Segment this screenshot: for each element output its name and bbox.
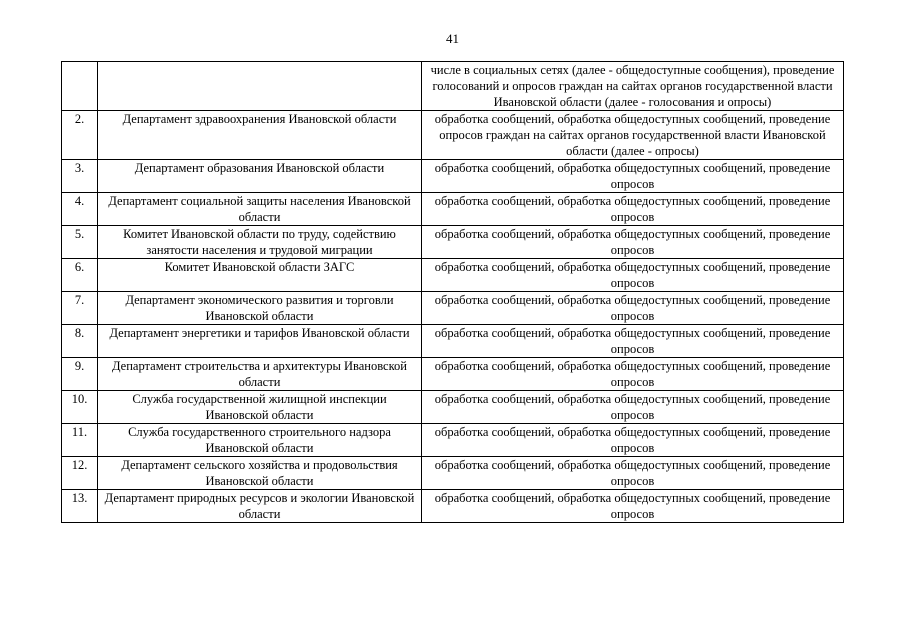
activity-cell: обработка сообщений, обработка общедоступных сообщений, проведение опросов [422, 160, 844, 193]
activity-cell: обработка сообщений, обработка общедоступных сообщений, проведение опросов [422, 193, 844, 226]
activity-cell: обработка сообщений, обработка общедоступных сообщений, проведение опросов [422, 424, 844, 457]
row-number-cell: 3. [62, 160, 98, 193]
organization-cell: Комитет Ивановской области ЗАГС [98, 259, 422, 292]
row-number-cell: 11. [62, 424, 98, 457]
organization-cell: Служба государственной жилищной инспекции Ивановской области [98, 391, 422, 424]
row-number-cell: 13. [62, 490, 98, 523]
row-number-cell: 10. [62, 391, 98, 424]
organization-cell: Служба государственного строительного надзора Ивановской области [98, 424, 422, 457]
agencies-table [61, 61, 844, 523]
activity-cell: обработка сообщений, обработка общедоступных сообщений, проведение опросов [422, 391, 844, 424]
row-number-cell [62, 62, 98, 111]
table-row [62, 457, 844, 490]
activity-cell: обработка сообщений, обработка общедоступных сообщений, проведение опросов граждан на сайтах органов государственной власти Ивановской области (далее - опросы) [422, 111, 844, 160]
organization-cell: Департамент экономического развития и торговли Ивановской области [98, 292, 422, 325]
activity-cell: числе в социальных сетях (далее - общедоступные сообщения), проведение голосований и опросов граждан на сайтах органов государственной власти Ивановской области (далее - голосования и опросы) [422, 62, 844, 111]
table-row [62, 193, 844, 226]
table-row [62, 62, 844, 111]
organization-cell: Департамент социальной защиты населения Ивановской области [98, 193, 422, 226]
row-number-cell: 12. [62, 457, 98, 490]
table-row [62, 490, 844, 523]
table-row [62, 259, 844, 292]
activity-cell: обработка сообщений, обработка общедоступных сообщений, проведение опросов [422, 490, 844, 523]
table-row [62, 358, 844, 391]
row-number-cell: 7. [62, 292, 98, 325]
activity-cell: обработка сообщений, обработка общедоступных сообщений, проведение опросов [422, 226, 844, 259]
table-row [62, 292, 844, 325]
organization-cell: Департамент образования Ивановской области [98, 160, 422, 193]
table-row [62, 111, 844, 160]
activity-cell: обработка сообщений, обработка общедоступных сообщений, проведение опросов [422, 457, 844, 490]
page-number: 41 [446, 31, 459, 46]
row-number-cell: 9. [62, 358, 98, 391]
activity-cell: обработка сообщений, обработка общедоступных сообщений, проведение опросов [422, 358, 844, 391]
table-row [62, 160, 844, 193]
table-row [62, 226, 844, 259]
row-number-cell: 8. [62, 325, 98, 358]
organization-cell: Департамент природных ресурсов и экологии Ивановской области [98, 490, 422, 523]
organization-cell: Комитет Ивановской области по труду, содействию занятости населения и трудовой миграции [98, 226, 422, 259]
row-number-cell: 2. [62, 111, 98, 160]
activity-cell: обработка сообщений, обработка общедоступных сообщений, проведение опросов [422, 325, 844, 358]
activity-cell: обработка сообщений, обработка общедоступных сообщений, проведение опросов [422, 292, 844, 325]
organization-cell [98, 62, 422, 111]
row-number-cell: 4. [62, 193, 98, 226]
row-number-cell: 5. [62, 226, 98, 259]
table-row [62, 325, 844, 358]
table-row [62, 391, 844, 424]
activity-cell: обработка сообщений, обработка общедоступных сообщений, проведение опросов [422, 259, 844, 292]
organization-cell: Департамент строительства и архитектуры Ивановской области [98, 358, 422, 391]
organization-cell: Департамент сельского хозяйства и продовольствия Ивановской области [98, 457, 422, 490]
organization-cell: Департамент здравоохранения Ивановской области [98, 111, 422, 160]
organization-cell: Департамент энергетики и тарифов Ивановской области [98, 325, 422, 358]
row-number-cell: 6. [62, 259, 98, 292]
table-row [62, 424, 844, 457]
